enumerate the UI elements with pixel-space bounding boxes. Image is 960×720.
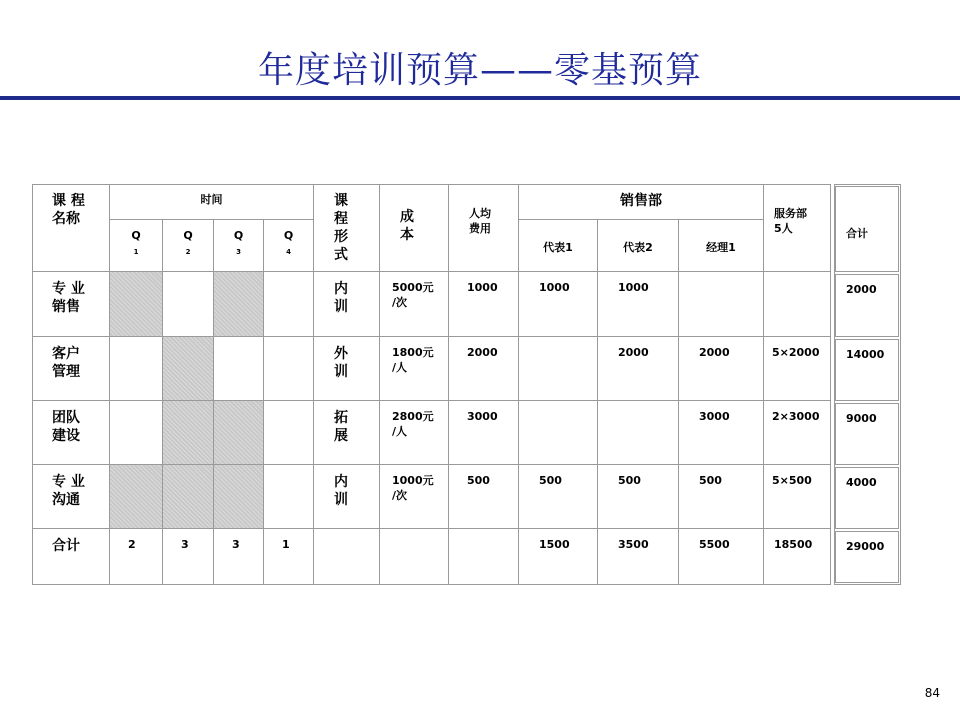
- row-course-name: [32, 337, 110, 401]
- total-header: 合计: [835, 186, 899, 272]
- row-manager1-text: 2000: [699, 346, 730, 359]
- row-service: [764, 465, 831, 529]
- grand-total-value: 29000: [835, 531, 899, 583]
- row-per-capita: [449, 337, 519, 401]
- row-manager1-text: 3000: [699, 410, 730, 423]
- quarter-empty-cell: [163, 272, 214, 337]
- total-row-value: 14000: [835, 339, 899, 401]
- row-rep2-text: 500: [618, 474, 641, 487]
- header-cost: [380, 184, 449, 272]
- header-course-name: [32, 184, 110, 272]
- header-course-name-text: 课 程 名称: [52, 193, 85, 227]
- header-manager1-text: 经理1: [706, 241, 736, 254]
- header-q4: [264, 220, 314, 272]
- header-per-capita-cost-text: 人均 费用: [469, 207, 491, 235]
- header-course-form-text: 课 程 形 式: [334, 193, 348, 263]
- summary-per-empty: [449, 529, 519, 585]
- header-q2: [163, 220, 214, 272]
- row-course-name-text: 团队 建设: [52, 410, 80, 444]
- summary-manager1-text: 5500: [699, 538, 730, 551]
- row-cost-text: 1800元 /人: [392, 346, 434, 374]
- row-cost-text: 2800元 /人: [392, 410, 434, 438]
- row-manager1: [679, 401, 764, 465]
- quarter-scheduled-cell: [163, 465, 214, 529]
- quarter-empty-cell: [110, 337, 163, 401]
- row-course-form: [314, 401, 380, 465]
- row-rep1: [519, 337, 598, 401]
- summary-rep2-text: 3500: [618, 538, 649, 551]
- row-course-form-text: 拓 展: [334, 410, 348, 444]
- quarter-scheduled-cell: [214, 465, 264, 529]
- header-service-dept-text: 服务部 5人: [774, 207, 807, 235]
- row-cost-text: 1000元 /次: [392, 474, 434, 502]
- summary-q2-count: [163, 529, 214, 585]
- header-q3-subscript: 3: [236, 248, 241, 256]
- quarter-empty-cell: [264, 337, 314, 401]
- quarter-scheduled-cell: [214, 401, 264, 465]
- row-course-form-text: 内 训: [334, 281, 348, 315]
- header-cost-text: 成 本: [400, 209, 414, 243]
- header-rep1: [519, 220, 598, 272]
- summary-service-text: 18500: [774, 538, 813, 551]
- row-course-form: [314, 465, 380, 529]
- row-service-text: 2×3000: [772, 410, 820, 423]
- summary-q3-count: [214, 529, 264, 585]
- row-rep1-text: 1000: [539, 281, 570, 294]
- row-rep1: [519, 272, 598, 337]
- row-course-name: [32, 272, 110, 337]
- summary-q2-count-text: 3: [181, 538, 189, 551]
- quarter-scheduled-cell: [163, 337, 214, 401]
- row-manager1-text: 500: [699, 474, 722, 487]
- title-rule: [0, 96, 960, 100]
- header-q4-subscript: 4: [286, 248, 291, 256]
- header-sales-dept-text: 销售部: [620, 193, 662, 209]
- header-rep2: [598, 220, 679, 272]
- quarter-scheduled-cell: [214, 272, 264, 337]
- header-rep1-text: 代表1: [543, 241, 573, 254]
- row-rep2: [598, 272, 679, 337]
- quarter-scheduled-cell: [110, 465, 163, 529]
- row-rep1-text: 500: [539, 474, 562, 487]
- total-row-value: 4000: [835, 467, 899, 529]
- summary-q1-count-text: 2: [128, 538, 136, 551]
- row-course-name-text: 客户 管理: [52, 346, 80, 380]
- row-per-capita-text: 1000: [467, 281, 498, 294]
- header-time: [110, 184, 314, 220]
- header-q2-text: Q: [183, 229, 193, 242]
- row-per-capita: [449, 401, 519, 465]
- header-q3-text: Q: [233, 229, 244, 242]
- quarter-empty-cell: [264, 272, 314, 337]
- header-rep2-text: 代表2: [623, 241, 653, 254]
- row-rep1: [519, 465, 598, 529]
- total-row-value: 2000: [835, 274, 899, 337]
- row-per-capita-text: 500: [467, 474, 490, 487]
- quarter-empty-cell: [214, 337, 264, 401]
- summary-q4-count-text: 1: [282, 538, 290, 551]
- header-q4-text: Q: [283, 229, 294, 242]
- row-course-form: [314, 272, 380, 337]
- row-service-text: 5×2000: [772, 346, 820, 359]
- row-cost: [380, 465, 449, 529]
- row-per-capita-text: 2000: [467, 346, 498, 359]
- row-course-form-text: 内 训: [334, 474, 348, 508]
- summary-form-empty: [314, 529, 380, 585]
- row-service-text: 5×500: [772, 474, 812, 487]
- summary-label: [32, 529, 110, 585]
- summary-rep1-text: 1500: [539, 538, 570, 551]
- header-service-dept: [764, 184, 831, 272]
- row-cost-text: 5000元 /次: [392, 281, 434, 309]
- row-cost: [380, 337, 449, 401]
- header-per-capita-cost: [449, 184, 519, 272]
- summary-label-text: 合计: [52, 538, 80, 554]
- row-course-form: [314, 337, 380, 401]
- header-manager1: [679, 220, 764, 272]
- summary-q3-count-text: 3: [232, 538, 240, 551]
- header-course-form: [314, 184, 380, 272]
- row-per-capita: [449, 272, 519, 337]
- row-service: [764, 401, 831, 465]
- row-manager1: [679, 337, 764, 401]
- quarter-empty-cell: [264, 465, 314, 529]
- row-course-form-text: 外 训: [334, 346, 348, 380]
- row-cost: [380, 272, 449, 337]
- header-q1-text: Q: [131, 229, 141, 242]
- row-service: [764, 337, 831, 401]
- row-course-name: [32, 465, 110, 529]
- row-per-capita: [449, 465, 519, 529]
- quarter-empty-cell: [110, 401, 163, 465]
- row-rep2-text: 1000: [618, 281, 649, 294]
- summary-service: [764, 529, 831, 585]
- header-q1: [110, 220, 163, 272]
- header-time-text: 时间: [200, 193, 223, 206]
- page-number: 84: [924, 686, 940, 700]
- page-title: 年度培训预算——零基预算: [257, 50, 702, 91]
- row-rep1: [519, 401, 598, 465]
- header-q3: [214, 220, 264, 272]
- summary-q1-count: [110, 529, 163, 585]
- row-manager1: [679, 272, 764, 337]
- row-rep2: [598, 465, 679, 529]
- row-service: [764, 272, 831, 337]
- quarter-scheduled-cell: [110, 272, 163, 337]
- row-rep2: [598, 401, 679, 465]
- quarter-empty-cell: [264, 401, 314, 465]
- summary-rep1: [519, 529, 598, 585]
- total-row-value: 9000: [835, 403, 899, 465]
- row-manager1: [679, 465, 764, 529]
- quarter-scheduled-cell: [163, 401, 214, 465]
- header-q1-subscript: 1: [133, 248, 139, 256]
- summary-manager1: [679, 529, 764, 585]
- summary-cost-empty: [380, 529, 449, 585]
- row-per-capita-text: 3000: [467, 410, 498, 423]
- row-rep2-text: 2000: [618, 346, 649, 359]
- summary-rep2: [598, 529, 679, 585]
- header-q2-subscript: 2: [185, 248, 191, 256]
- row-rep2: [598, 337, 679, 401]
- row-course-name-text: 专 业 沟通: [52, 474, 85, 508]
- header-sales-dept: [519, 184, 764, 220]
- summary-q4-count: [264, 529, 314, 585]
- row-course-name-text: 专 业 销售: [52, 281, 85, 315]
- row-cost: [380, 401, 449, 465]
- row-course-name: [32, 401, 110, 465]
